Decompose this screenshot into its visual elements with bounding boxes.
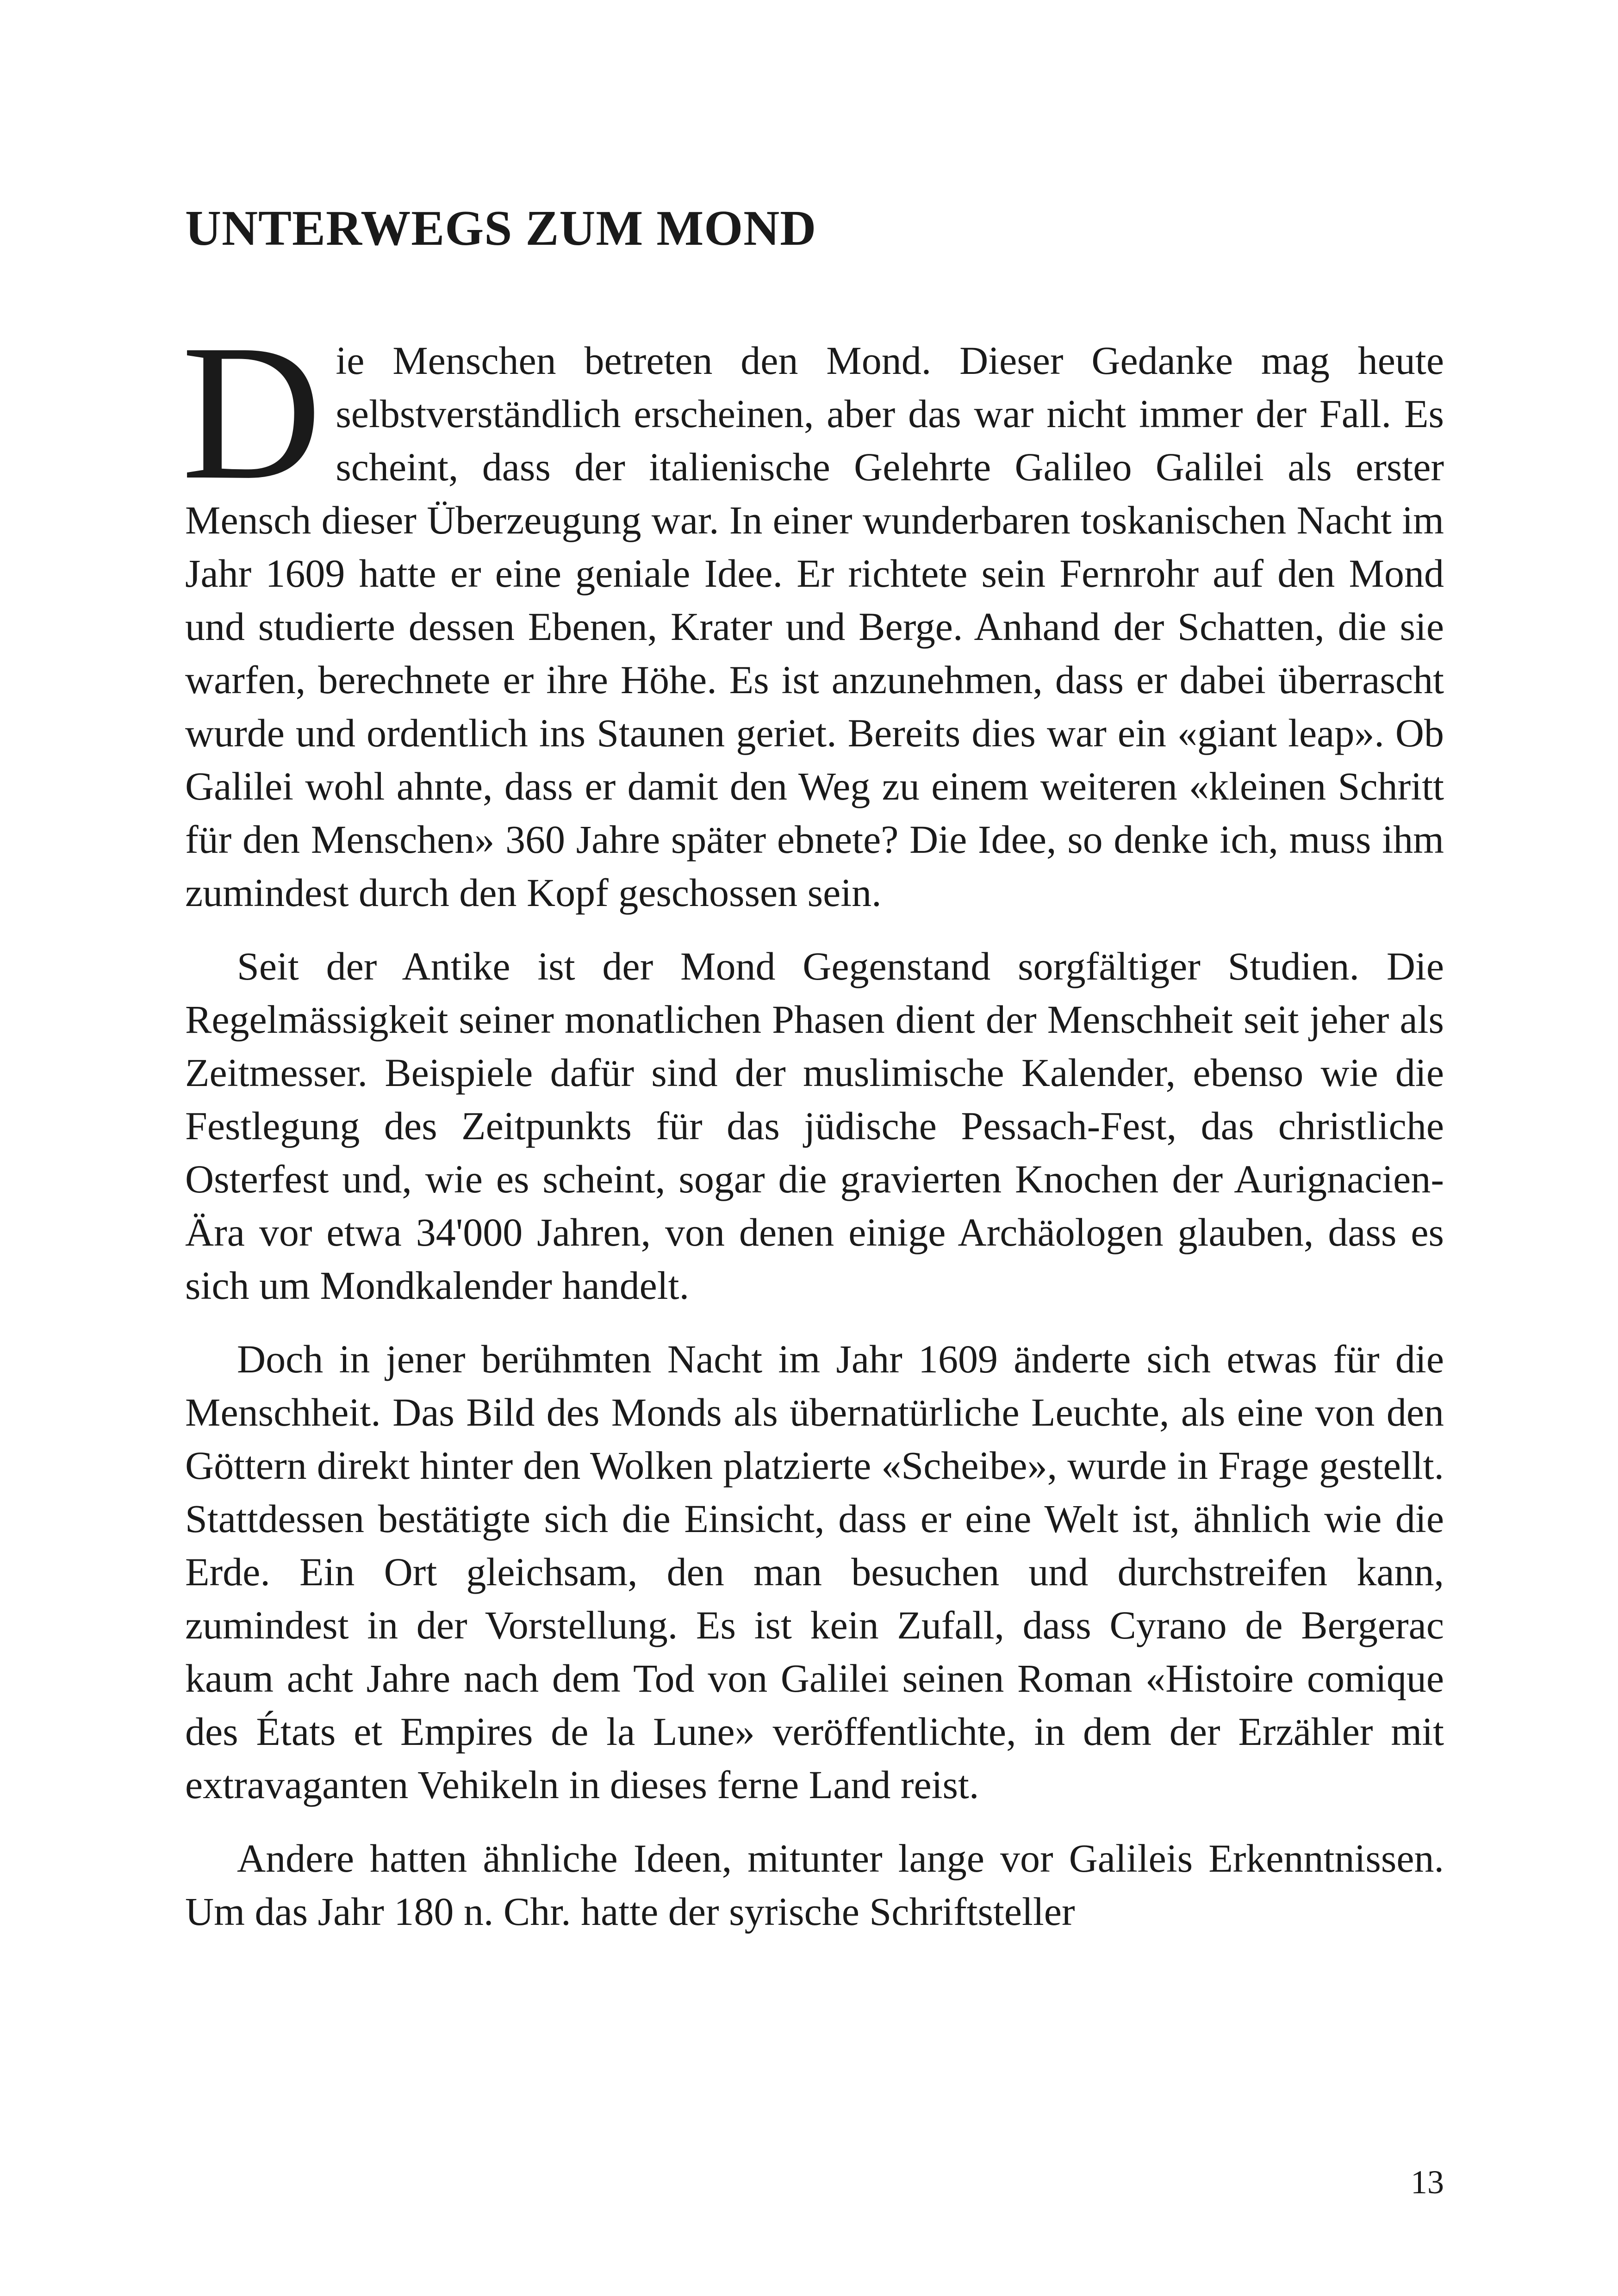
paragraph: Andere hatten ähnliche Ideen, mitunter lange vor Galileis Erkenntnissen. Um das Jahr 180 n. Chr. hatte der syrische Schriftsteller bbox=[185, 1836, 1444, 1934]
paragraph: Seit der Antike ist der Mond Gegenstand sorgfältiger Studien. Die Regelmässigkeit seiner monatlichen Phasen dient der Menschheit seit jeher als Zeitmesser. Beispiele dafür sind der muslimische Kalender, ebenso wie die Festlegung des Zeitpunkts für das jüdische Pessach-Fest, das christliche Osterfest und, wie es scheint, sogar die gravierten Knochen der Aurignacien-Ära vor etwa 34'000 Jahren, von denen einige Archäologen glauben, dass es sich um Mondkalender handelt. bbox=[185, 944, 1444, 1308]
paragraph-text: ie Menschen betreten den Mond. Dieser Gedanke mag heute selbstverständlich erscheinen, aber das war nicht immer der Fall. Es scheint, dass der italienische Gelehrte Galileo Galilei als erster Mensch dieser Überzeugung war. In einer wunderbaren toskanischen Nacht im Jahr 1609 hatte er eine geniale Idee. Er richtete sein Fernrohr auf den Mond und studierte dessen Ebenen, Krater und Berge. Anhand der Schatten, die sie warfen, berechnete er ihre Höhe. Es ist anzunehmen, dass er dabei überrascht wurde und ordentlich ins Staunen geriet. Bereits dies war ein «giant leap». Ob Galilei wohl ahnte, dass er damit den Weg zu einem weiteren «kleinen Schritt für den Menschen» 360 Jahre später ebnete? Die Idee, so denke ich, muss ihm zumindest durch den Kopf geschossen sein. bbox=[185, 338, 1444, 915]
drop-cap: D bbox=[181, 304, 322, 520]
paragraph bbox=[181, 304, 1444, 919]
page-number: 13 bbox=[1411, 2164, 1444, 2201]
paragraph: Doch in jener berühmten Nacht im Jahr 1609 änderte sich etwas für die Menschheit. Das Bild des Monds als übernatürliche Leuchte, als eine von den Göttern direkt hinter den Wolken platzierte «Scheibe», wurde in Frage gestellt. Stattdessen bestätigte sich die Einsicht, dass er eine Welt ist, ähnlich wie die Erde. Ein Ort gleichsam, den man besuchen und durchstreifen kann, zumindest in der Vorstellung. Es ist kein Zufall, dass Cyrano de Bergerac kaum acht Jahre nach dem Tod von Galilei seinen Roman «Histoire comique des États et Empires de la Lune» veröffentlichte, in dem der Erzähler mit extravaganten Vehikeln in dieses ferne Land reist. bbox=[185, 1337, 1444, 1807]
chapter-title: UNTERWEGS ZUM MOND bbox=[185, 201, 817, 256]
body-text bbox=[181, 304, 1444, 1938]
